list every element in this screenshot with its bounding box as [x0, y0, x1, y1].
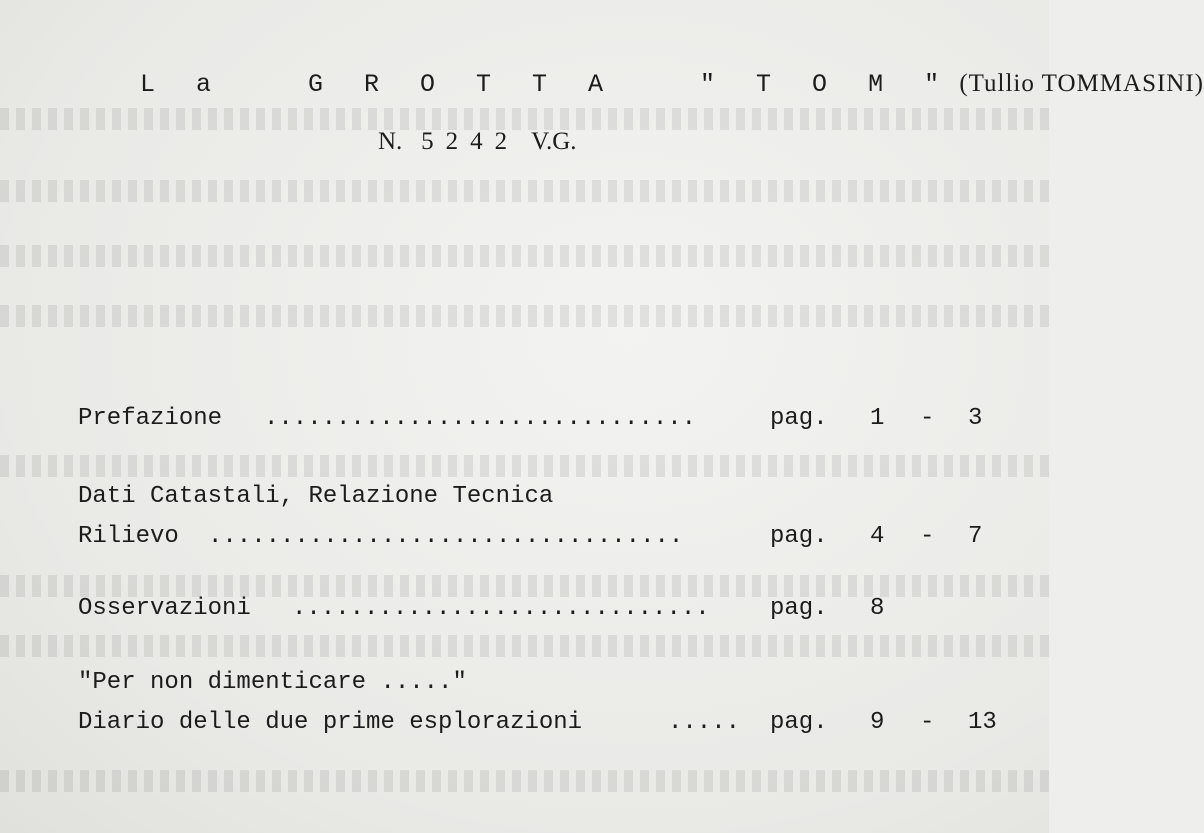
- toc-page-prefix: pag.: [770, 709, 828, 736]
- toc-page-dash: -: [920, 523, 935, 550]
- toc-entry-label: Dati Catastali, Relazione Tecnica: [78, 483, 554, 510]
- bleed-through-line: [0, 245, 1049, 267]
- toc-entry-label: Osservazioni: [78, 595, 251, 622]
- toc-entry-label: Rilievo: [78, 523, 179, 550]
- toc-page-start: 9: [870, 709, 885, 736]
- toc-page-start: 1: [870, 405, 885, 432]
- toc-entry-rilievo: [78, 520, 998, 554]
- toc-page-start: 4: [870, 523, 885, 550]
- bleed-through-line: [0, 770, 1049, 792]
- toc-entry-diario: [78, 706, 998, 740]
- toc-page-prefix: pag.: [770, 523, 828, 550]
- toc-entry-per-non-dimenticare: [78, 666, 998, 700]
- toc-entry-prefazione: [78, 402, 998, 436]
- toc-entry-osservazioni: [78, 592, 998, 626]
- bleed-through-line: [0, 108, 1049, 130]
- document-title: L a G R O T T A " T O M " (Tullio TOMMASINI): [140, 70, 1204, 99]
- toc-page-prefix: pag.: [770, 595, 828, 622]
- toc-page-prefix: pag.: [770, 405, 828, 432]
- toc-page-end: 13: [968, 709, 997, 736]
- bleed-through-line: [0, 180, 1049, 202]
- cave-number: N. 5242 V.G.: [378, 128, 577, 155]
- toc-entry-label: Prefazione: [78, 405, 223, 432]
- table-of-contents: [78, 402, 998, 740]
- toc-leader-dots: .............................: [292, 595, 710, 622]
- toc-leader-dots: ..............................: [264, 405, 697, 432]
- toc-page-dash: -: [920, 709, 935, 736]
- bleed-through-line: [0, 305, 1049, 327]
- toc-page-end: 3: [968, 405, 983, 432]
- toc-leader-dots: .................................: [208, 523, 684, 550]
- toc-entry-label: "Per non dimenticare .....": [78, 669, 467, 696]
- toc-entry-dati-catastali: [78, 480, 998, 514]
- toc-page-dash: -: [920, 405, 935, 432]
- toc-page-start: 8: [870, 595, 885, 622]
- toc-entry-label: Diario delle due prime esplorazioni: [78, 709, 583, 736]
- toc-leader-dots: .....: [668, 709, 741, 736]
- toc-page-end: 7: [968, 523, 983, 550]
